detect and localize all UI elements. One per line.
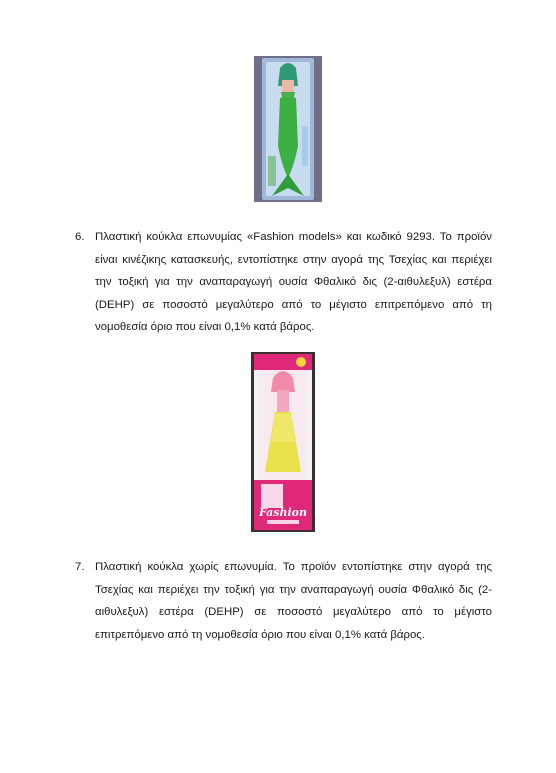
- list-item: [75, 226, 492, 339]
- list-item-text: Πλαστική κούκλα επωνυμίας «Fashion models» και κωδικό 9293. Το προϊόν είναι κινέζικης κατασκευής, εντοπίστηκε στην αγορά της Τσεχίας και περιέχει την τοξική για την αναπαραγωγή ουσία Φθαλικό δις (2-αιθυλεξυλ) εστέρα (DEHP) σε ποσοστό μεγαλύτερο από το μέγιστο επιτρεπόμενο από τη νομοθεσία όριο που είναι 0,1% κατά βάρος.: [95, 231, 492, 334]
- package-brand-text: Fashion: [258, 506, 308, 519]
- mermaid-doll-photo: [254, 56, 322, 202]
- list-item-text: Πλαστική κούκλα χωρίς επωνυμία. Το προϊόν εντοπίστηκε στην αγορά της Τσεχίας και περιέχει την τοξική για την αναπαραγωγή ουσία Φθαλικό δις (2-αιθυλεξυλ) εστέρα (DEHP) σε ποσοστό μεγαλύτερο από το μέγιστο επιτρεπόμενο από τη νομοθεσία όριο που είναι 0,1% κατά βάρος.: [95, 561, 492, 641]
- list-item-number: 6.: [75, 231, 85, 243]
- list-item-number: 7.: [75, 561, 85, 573]
- fashion-doll-photo: [251, 352, 315, 532]
- list-item: [75, 556, 492, 646]
